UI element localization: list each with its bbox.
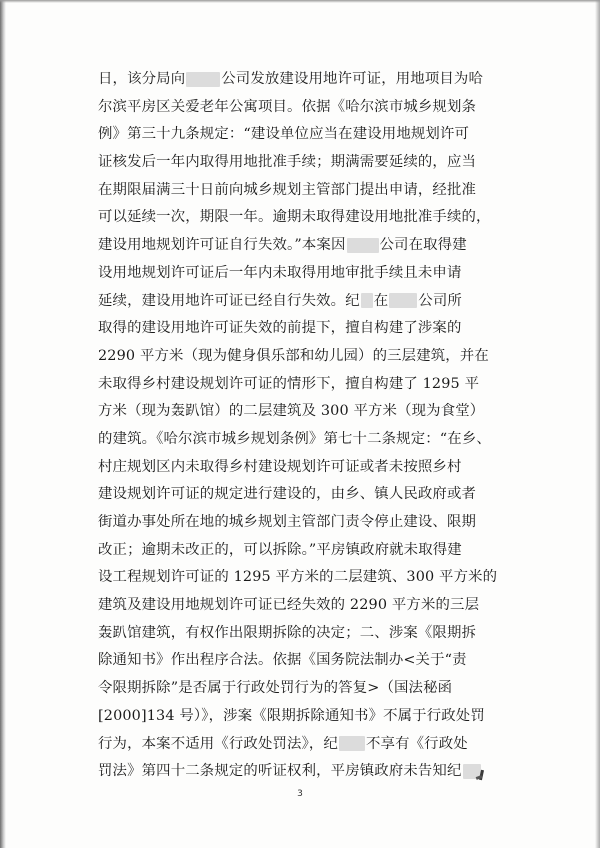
- text-segment: 可以延续一次，期限一年。逾期未取得建设用地批准手续的，: [98, 209, 491, 226]
- text-segment: 在: [373, 292, 389, 309]
- text-line: [98, 343, 518, 371]
- text-line: [98, 675, 518, 703]
- text-segment: 建设用地规划许可证自行失效。”本案因: [98, 237, 346, 254]
- text-line: [98, 371, 518, 399]
- redaction-block: [347, 238, 379, 253]
- text-line: [98, 260, 518, 288]
- text-segment: 公司发放建设用地许可证，用地项目为哈: [221, 71, 483, 87]
- text-segment: [2000]134 号）》，涉案《限期拆除通知书》不属于行政处罚: [98, 707, 485, 724]
- text-segment: 证核发后一年内取得用地批准手续；期满需要延续的，应当: [98, 154, 477, 171]
- text-segment: 公司所: [418, 292, 462, 309]
- text-line: [98, 481, 518, 509]
- text-line: [98, 620, 518, 648]
- text-segment: 街道办事处所在地的城乡规划主管部门责令停止建设、限期: [98, 514, 477, 530]
- text-segment: 2290 平方米（现为健身俱乐部和幼儿园）的三层建筑，并在: [98, 347, 489, 364]
- text-line: [98, 66, 518, 94]
- text-line: [98, 592, 518, 620]
- text-line: [98, 204, 518, 232]
- text-segment: 尔滨平房区关爱老年公寓项目。依据《哈尔滨市城乡规划条: [98, 98, 477, 115]
- text-line: [98, 149, 518, 177]
- redaction-block: [389, 293, 417, 308]
- text-segment: 改正；逾期未改正的，可以拆除。”平房镇政府就未取得建: [98, 541, 462, 558]
- text-segment: 未取得乡村建设规划许可证的情形下，擅自构建了 1295 平: [98, 375, 480, 392]
- text-line: [98, 177, 518, 205]
- text-line: [98, 731, 518, 759]
- page-number: 3: [297, 789, 303, 799]
- text-segment: 设工程规划许可证的 1295 平方米的二层建筑、300 平方米的: [98, 569, 498, 586]
- document-body: [98, 66, 518, 786]
- text-line: [98, 232, 518, 260]
- text-segment: 行为，本案不适用《行政处罚法》，纪: [98, 735, 338, 752]
- scan-shadow-right: [595, 0, 600, 848]
- text-line: [98, 94, 518, 122]
- text-segment: 建筑及建设用地规划许可证已经失效的 2290 平方米的三层: [98, 597, 480, 614]
- text-line: [98, 703, 518, 731]
- text-segment: 除通知书》作出程序合法。依据《国务院法制办<关于“责: [98, 652, 467, 669]
- text-line: [98, 315, 518, 343]
- text-segment: 例》第三十九条规定：“建设单位应当在建设用地规划许可: [98, 126, 470, 143]
- text-line: [98, 647, 518, 675]
- text-line: [98, 564, 518, 592]
- redaction-block: [339, 736, 365, 751]
- text-segment: 日，该分局向: [98, 71, 186, 87]
- text-segment: 方米（现为轰趴馆）的二层建筑及 300 平方米（现为食堂）: [98, 403, 485, 420]
- text-line: [98, 121, 518, 149]
- text-segment: 公司在取得建: [379, 237, 467, 254]
- text-line: [98, 426, 518, 454]
- redaction-block: [186, 72, 220, 87]
- text-segment: 的建筑。《哈尔滨市城乡规划条例》第七十二条规定：“在乡、: [98, 430, 491, 447]
- text-segment: 村庄规划区内未取得乡村建设规划许可证或者未按照乡村: [98, 458, 462, 475]
- text-line: [98, 537, 518, 565]
- text-line: [98, 758, 518, 786]
- text-line: [98, 398, 518, 426]
- scan-shadow-top: [0, 0, 600, 3]
- text-segment: 令限期拆除”是否属于行政处罚行为的答复>（国法秘函: [98, 680, 453, 697]
- text-line: [98, 288, 518, 316]
- text-segment: 罚法》第四十二条规定的听证权利，平房镇政府未告知纪: [98, 763, 462, 780]
- text-segment: 延续，建设用地许可证已经自行失效。纪: [98, 292, 360, 309]
- text-line: [98, 509, 518, 537]
- text-line: [98, 454, 518, 482]
- redaction-block: [361, 293, 373, 308]
- text-segment: 不享有《行政处: [366, 735, 468, 752]
- text-segment: 在期限届满三十日前向城乡规划主管部门提出申请，经批准: [98, 181, 477, 198]
- scan-shadow-left: [0, 0, 6, 848]
- text-segment: 建设规划许可证的规定进行建设的，由乡、镇人民政府或者: [98, 486, 477, 503]
- text-segment: 轰趴馆建筑，有权作出限期拆除的决定；二、涉案《限期拆: [98, 624, 477, 641]
- text-segment: 设用地规划许可证后一年内未取得用地审批手续且未申请: [98, 264, 462, 281]
- text-segment: 取得的建设用地许可证失效的前提下，擅自构建了涉案的: [98, 320, 462, 337]
